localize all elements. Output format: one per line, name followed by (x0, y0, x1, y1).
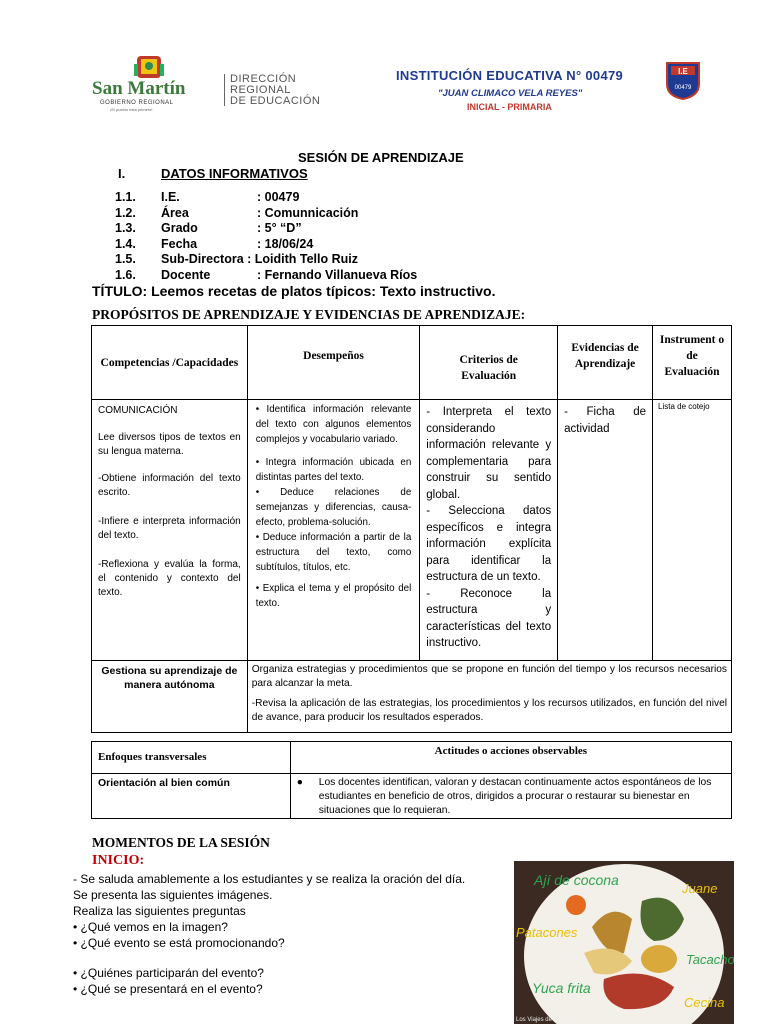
inicio-body (73, 871, 465, 997)
gestiona-item: -Revisa la aplicación de las estrategias, los procedimientos y los recursos utilizados, en función del nivel de avance, para producir los resultados esperados. (251, 698, 727, 723)
info-num: 1.1. (115, 190, 136, 204)
image-credit: Los Viajes de Nancy (516, 1017, 571, 1023)
info-value: : 18/06/24 (257, 236, 314, 251)
section-title: DATOS INFORMATIVOS (161, 166, 308, 181)
question-item: • ¿Qué vemos en la imagen? (73, 920, 228, 934)
info-value: : 5° “D” (257, 221, 302, 235)
info-key: Fecha (161, 236, 198, 251)
logo-direction (230, 74, 320, 107)
body-line (73, 951, 465, 965)
desempeno-item: • Integra información ubicada en distintas partes del texto. (255, 457, 412, 483)
header-desempenos: Desempeños (247, 326, 420, 400)
competencia-area: COMUNICACIÓN (98, 405, 178, 416)
san-martin-logo (92, 52, 352, 114)
body-line: Realiza las siguientes preguntas (73, 904, 246, 918)
info-value: : Comunnicación (257, 205, 359, 220)
lesson-title: TÍTULO: Leemos recetas de platos típicos: Texto instructivo. (92, 283, 496, 299)
institution-title: INSTITUCIÓN EDUCATIVA N° 00479 (396, 68, 624, 83)
header-competencias: Competencias /Capacidades (92, 326, 248, 400)
question-item: • ¿Qué evento se está promocionando? (73, 936, 285, 950)
dir-line-2: REGIONAL (230, 84, 291, 96)
info-num: 1.2. (115, 205, 136, 220)
desempeno-item: • Deduce relaciones de semejanzas y diferencias, causa-efecto, problema-solución. (255, 487, 412, 528)
purposes-heading: PROPÓSITOS DE APRENDIZAJE Y EVIDENCIAS DE APRENDIZAJE: (92, 307, 526, 322)
header-criterios: Criterios de Evaluación (420, 326, 558, 400)
body-line: Se presenta las siguientes imágenes. (73, 888, 273, 902)
momentos-heading: MOMENTOS DE LA SESIÓN (92, 835, 270, 850)
gestiona-cell (247, 661, 731, 733)
info-num: 1.6. (115, 267, 136, 282)
gestiona-label: Gestiona su aprendizaje de manera autónoma (92, 661, 248, 733)
dir-line-1: DIRECCIÓN (230, 73, 297, 85)
gestiona-item: Organiza estrategias y procedimientos que se propone en función del tiempo y los recursos necesarios para alcanzar la meta. (251, 664, 727, 689)
logo-tagline: ¡El pueblo está primero! (110, 107, 153, 112)
session-title: SESIÓN DE APRENDIZAJE (298, 150, 464, 165)
section-number: I. (118, 166, 126, 181)
info-key: Docente (161, 267, 211, 282)
question-item: • ¿Quiénes participarán del evento? (73, 966, 264, 980)
instrumento-cell: Lista de cotejo (653, 400, 732, 661)
orientacion-cell (290, 774, 731, 819)
logo-sub: GOBIERNO REGIONAL (100, 100, 174, 106)
evidencias-cell (558, 400, 653, 661)
desempeno-item: • Identifica información relevante del texto con algunos elementos complejos y vocabulario variado. (255, 404, 412, 445)
badge-text: I.E (678, 67, 688, 76)
enfoques-table (91, 741, 732, 819)
food-image (514, 861, 734, 1024)
institution-name: "JUAN CLIMACO VELA REYES" (438, 88, 583, 99)
criterios-cell (420, 400, 558, 661)
criterio-item: - Selecciona datos específicos e integra información explícita para identificar la estructura de un texto. (426, 505, 552, 583)
orientacion-text: Los docentes identifican, valoran y destacan continuamente actos espontáneos de los estudiantes en beneficio de otros, dirigidos a procurar o restaurar su bienestar en situaciones que lo requieran. (318, 777, 712, 816)
question-item: • ¿Qué se presentará en el evento? (73, 982, 263, 996)
competencia-item: Lee diversos tipos de textos en su lengua materna. (98, 432, 241, 457)
dir-line-3: DE EDUCACIÓN (230, 95, 321, 107)
info-key: Sub-Directora : Loidith Tello Ruiz (161, 252, 358, 266)
inicio-heading: INICIO: (92, 853, 145, 868)
desempeno-item: • Explica el tema y el propósito del texto. (255, 583, 412, 609)
actitudes-header: Actitudes o acciones observables (290, 742, 731, 774)
label-juane: Juane (682, 881, 718, 896)
institution-level: INICIAL - PRIMARIA (467, 102, 552, 112)
enfoques-header: Enfoques transversales (92, 742, 291, 774)
evidencia-item: - Ficha de actividad (564, 406, 647, 435)
info-value: : 00479 (257, 190, 300, 204)
bullet: ● (296, 777, 303, 788)
competencias-cell (92, 400, 248, 661)
capacidad-item: -Reflexiona y evalúa la forma, el contenido y contexto del texto. (98, 559, 241, 598)
label-tacacho: Tacacho (686, 952, 734, 967)
info-key: I.E. (161, 190, 180, 204)
logo-name: San Martín (92, 78, 186, 99)
header-evidencias: Evidencias de Aprendizaje (558, 326, 653, 400)
desempenos-cell (247, 400, 420, 661)
section-heading (118, 166, 308, 181)
info-num: 1.5. (115, 252, 136, 266)
desempeno-item: • Deduce información a partir de la estructura del texto, como subtítulos, títulos, etc. (255, 532, 412, 573)
info-value: : Fernando Villanueva Ríos (257, 267, 418, 282)
capacidad-item: -Infiere e interpreta información del texto. (98, 516, 241, 541)
criterio-item: - Reconoce la estructura y características del texto instructivo. (426, 587, 552, 649)
header-instrumento: Instrument o de Evaluación (653, 326, 732, 400)
label-patacones: Patacones (516, 925, 578, 940)
info-num: 1.4. (115, 236, 136, 251)
body-line: - Se saluda amablemente a los estudiantes y se realiza la oración del día. (73, 872, 466, 886)
label-aji: Ají de cocona (534, 872, 619, 888)
purposes-table (91, 325, 732, 733)
criterio-item: - Interpreta el texto considerando información relevante y complementaria para construir su sentido global. (426, 406, 552, 501)
info-key: Grado (161, 221, 198, 235)
info-key: Área (161, 205, 189, 220)
label-cecina: Cecina (684, 995, 725, 1010)
school-badge-icon (664, 60, 702, 100)
capacidad-item: -Obtiene información del texto escrito. (98, 473, 241, 498)
badge-number: 00479 (674, 85, 692, 91)
info-num: 1.3. (115, 221, 136, 235)
logo-divider (224, 74, 225, 106)
label-yuca: Yuca frita (532, 980, 591, 996)
orientacion-label: Orientación al bien común (92, 774, 291, 819)
